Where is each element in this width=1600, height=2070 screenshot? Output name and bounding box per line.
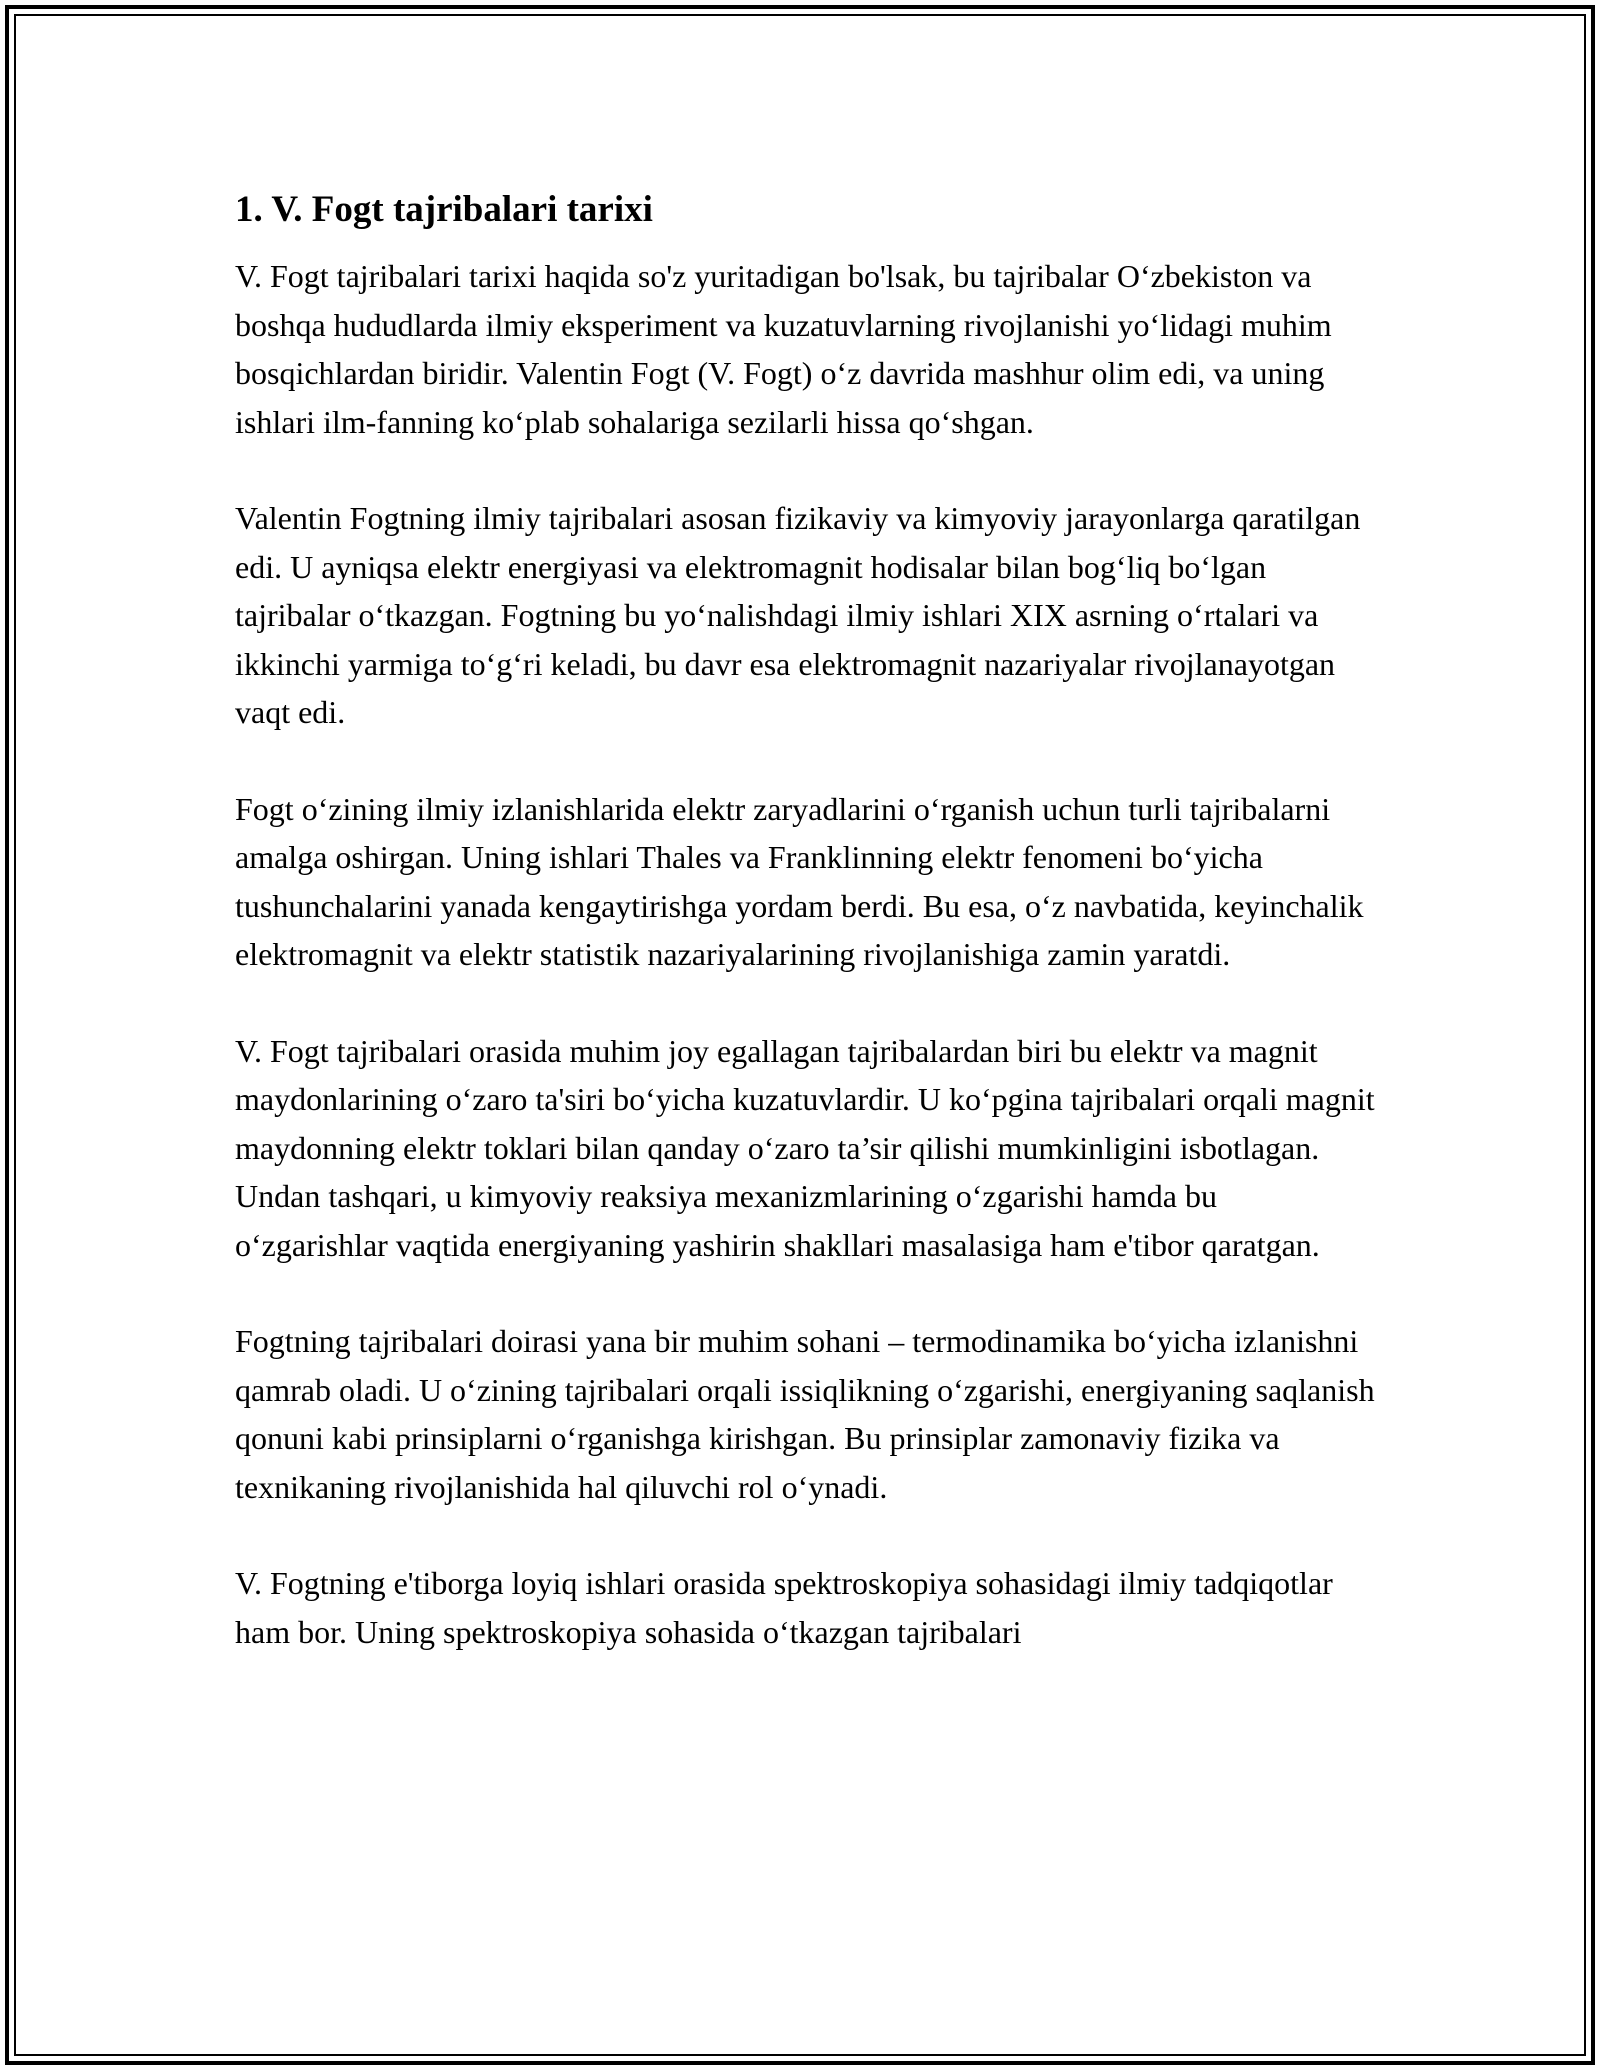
paragraph-1: V. Fogt tajribalari tarixi haqida so'z yuritadigan bo'lsak, bu tajribalar O‘zbekiston va boshqa hududlarda ilmiy eksperiment va kuzatuvlarning rivojlanishi yo‘lidagi muhim bosqichlardan biridir. Valentin Fogt (V. Fogt) o‘z davrida mashhur olim edi, va uning ishlari ilm-fanning ko‘plab sohalariga sezilarli hissa qo‘shgan.	[235, 258, 1332, 440]
paragraph-4: V. Fogt tajribalari orasida muhim joy egallagan tajribalardan biri bu elektr va magnit maydonlarining o‘zaro ta'siri bo‘yicha kuzatuvlardir. U ko‘pgina tajribalari orqali magnit maydonning elektr toklari bilan qanday o‘zaro ta’sir qilishi mumkinligini isbotlagan. Undan tashqari, u kimyoviy reaksiya mexanizmlarining o‘zgarishi hamda bu o‘zgarishlar vaqtida energiyaning yashirin shakllari masalasiga ham e'tibor qaratgan.	[235, 1032, 1375, 1263]
section-heading: 1. V. Fogt tajribalari tarixi	[235, 189, 653, 230]
paragraph-3: Fogt o‘zining ilmiy izlanishlarida elektr zaryadlarini o‘rganish uchun turli tajribalarni amalga oshirgan. Uning ishlari Thales va Franklinning elektr fenomeni bo‘yicha tushunchalarini yanada kengaytirishga yordam berdi. Bu esa, o‘z navbatida, keyinchalik elektromagnit va elektr statistik nazariyalarining rivojlanishiga zamin yaratdi.	[235, 790, 1364, 972]
paragraph-5: Fogtning tajribalari doirasi yana bir muhim sohani – termodinamika bo‘yicha izlanishni qamrab oladi. U o‘zining tajribalari orqali issiqlikning o‘zgarishi, energiyaning saqlanish qonuni kabi prinsiplarni o‘rganishga kirishgan. Bu prinsiplar zamonaviy fizika va texnikaning rivojlanishida hal qiluvchi rol o‘ynadi.	[235, 1323, 1375, 1505]
document-body	[235, 186, 1375, 1704]
paragraph-2: Valentin Fogtning ilmiy tajribalari asosan fizikaviy va kimyoviy jarayonlarga qaratilgan edi. U ayniqsa elektr energiyasi va elektromagnit hodisalar bilan bog‘liq bo‘lgan tajribalar o‘tkazgan. Fogtning bu yo‘nalishdagi ilmiy ishlari XIX asrning o‘rtalari va ikkinchi yarmiga to‘g‘ri keladi, bu davr esa elektromagnit nazariyalar rivojlanayotgan vaqt edi.	[235, 500, 1361, 730]
paragraph-6: V. Fogtning e'tiborga loyiq ishlari orasida spektroskopiya sohasidagi ilmiy tadqiqotlar ham bor. Uning spektroskopiya sohasida o‘tkazgan tajribalari	[235, 1565, 1333, 1650]
